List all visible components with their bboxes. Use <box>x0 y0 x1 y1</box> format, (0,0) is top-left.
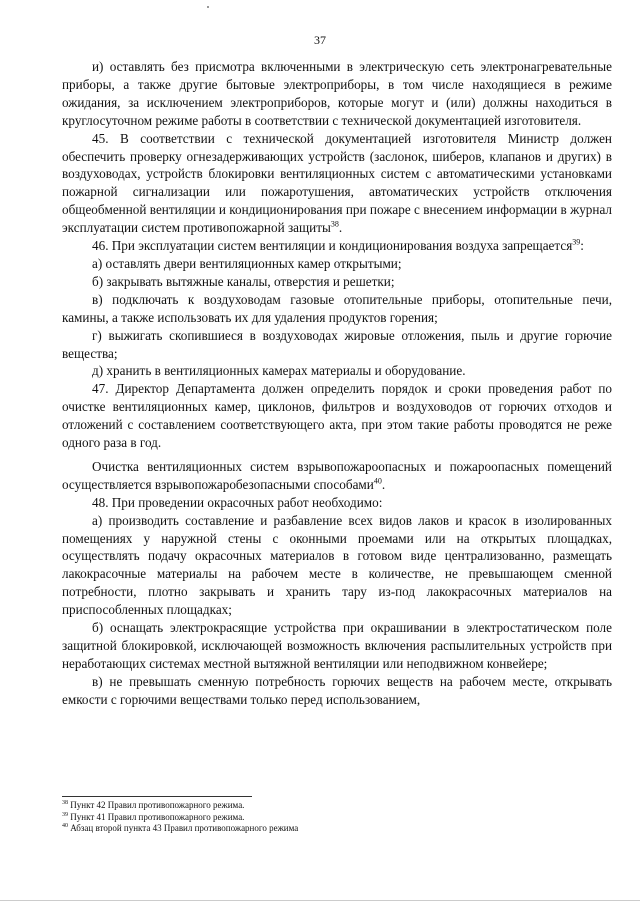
paragraph-48-c: в) не превышать сменную потребность горючих веществ на рабочем месте, открывать емкости с горючими веществами только перед использованием, <box>62 673 612 707</box>
paragraph-46-d: г) выжигать скопившиеся в воздуховодах жировые отложения, пыль и другие горючие вещества; <box>62 327 612 361</box>
paragraph-45: 45. В соответствии с технической документацией изготовителя Министр должен обеспечить проверку огнезадерживающих устройств (заслонок, шиберов, клапанов и других) в воздуховодах, устройств блокировки вентиляционных систем с автоматическими установками пожарной сигнализации или пожаротушения, автоматических устройств отключения общеобменной вентиляции и кондиционирования при пожаре с внесением информации в журнал эксплуатации систем противопожарной защиты$^{38}$. <box>62 130 612 236</box>
scan-speck <box>207 6 209 8</box>
paragraph-46-b: б) закрывать вытяжные каналы, отверстия и решетки; <box>92 273 395 289</box>
paragraph-48-a: а) производить составление и разбавление всех видов лаков и красок в изолированных помещениях у наружной стены с оконными проемами или на открытых площадках, осуществлять подачу окрасочных материалов в готовом виде централизованно, размещать лакокрасочные материалы на рабочем месте в количестве, не превышающем сменной потребности, плотно закрывать и хранить тару из-под лакокрасочных материалов на приспособленных площадках; <box>62 512 612 618</box>
paragraph-48: 48. При проведении окрасочных работ необходимо: <box>92 494 383 510</box>
page-number: 37 <box>314 33 326 47</box>
paragraph-48-b: б) оснащать электрокрасящие устройства при окрашивании в электростатическом поле защитной блокировкой, исключающей возможность включения распылительных устройств при неработающих системах местной вытяжной вентиляции или неподвижном конвейере; <box>62 620 612 671</box>
footnote-ref: 40 <box>373 476 382 486</box>
footnote: $^{39}$ Пункт 41 Правил противопожарного режима. <box>62 811 245 822</box>
paragraph-46: 46. При эксплуатации систем вентиляции и кондиционирования воздуха запрещается$^{39}$: <box>92 237 584 254</box>
paragraph-46-a: а) оставлять двери вентиляционных камер открытыми; <box>92 255 402 271</box>
page-bottom-edge <box>0 900 640 901</box>
paragraph-47-cont: Очистка вентиляционных систем взрывопожароопасных и пожароопасных помещений осуществляется взрывопожаробезопасными способами$^{40}$. <box>62 458 612 492</box>
paragraph-47: 47. Директор Департамента должен определить порядок и сроки проведения работ по очистке вентиляционных камер, циклонов, фильтров и воздуховодов от горючих отходов и отложений с составлением соответствующего акта, при этом такие работы проводятся не реже одного раза в год. <box>62 381 612 451</box>
footnote: $^{40}$ Абзац второй пункта 43 Правил противопожарного режима <box>62 823 299 833</box>
paragraph-46-e: д) хранить в вентиляционных камерах материалы и оборудование. <box>92 363 466 379</box>
footnotes <box>62 800 582 835</box>
footnote-ref: 39 <box>572 237 581 247</box>
footnote-ref: 38 <box>330 219 339 229</box>
paragraph-item-i: и) оставлять без присмотра включенными в электрическую сеть электронагревательные приборы, а также другие бытовые электроприборы, в том числе находящиеся в режиме ожидания, за исключением электроприборов, которые могут и (или) должны находиться в круглосуточном режиме работы в соответствии с технической документацией изготовителя. <box>62 59 612 128</box>
footnote: $^{38}$ Пункт 42 Правил противопожарного режима. <box>62 800 245 810</box>
document-body <box>62 58 612 709</box>
footnote-divider <box>62 796 252 797</box>
paragraph-46-c: в) подключать к воздуховодам газовые отопительные приборы, отопительные печи, камины, а также использовать их для удаления продуктов горения; <box>62 291 612 325</box>
